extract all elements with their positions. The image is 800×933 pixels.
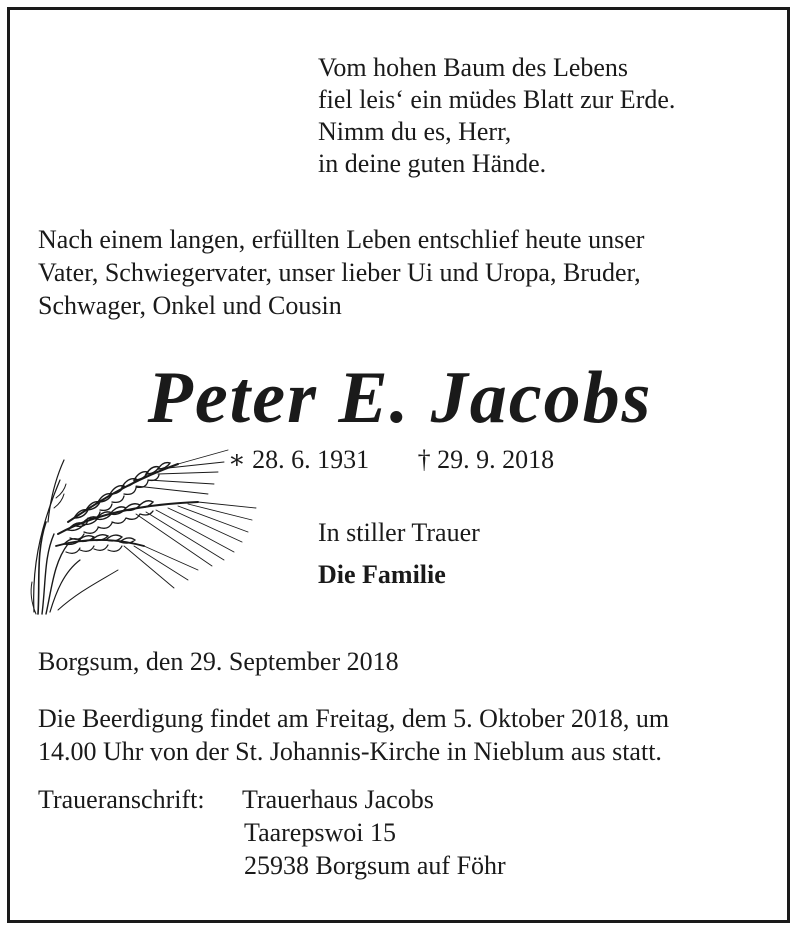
- funeral-line: 14.00 Uhr von der St. Johannis-Kirche in Nieblum aus statt.: [38, 737, 662, 766]
- family-signature: Die Familie: [318, 560, 446, 589]
- death-date: † 29. 9. 2018: [417, 445, 555, 474]
- mourning-address: [38, 783, 506, 882]
- intro-line: Schwager, Onkel und Cousin: [38, 291, 342, 320]
- address-row: [38, 783, 506, 816]
- address-line: 25938 Borgsum auf Föhr: [244, 851, 506, 880]
- life-dates: [228, 444, 554, 476]
- intro-line: Nach einem langen, erfüllten Leben entschlief heute unser: [38, 225, 645, 254]
- address-label: Traueranschrift:: [38, 785, 205, 814]
- verse-line: Nimm du es, Herr,: [318, 117, 512, 146]
- wheat-ears-icon: [28, 442, 260, 620]
- verse-line: in deine guten Hände.: [318, 149, 547, 178]
- funeral-line: Die Beerdigung findet am Freitag, dem 5. Oktober 2018, um: [38, 704, 670, 733]
- intro-text: [38, 223, 768, 322]
- mourning-block: [318, 512, 480, 596]
- place-and-date: Borgsum, den 29. September 2018: [38, 647, 399, 676]
- verse: [318, 52, 675, 180]
- address-line: Trauerhaus Jacobs: [242, 785, 434, 814]
- address-line: Taarepswoi 15: [244, 818, 396, 847]
- intro-line: Vater, Schwiegervater, unser lieber Ui und Uropa, Bruder,: [38, 258, 641, 287]
- deceased-name: Peter E. Jacobs: [147, 357, 653, 439]
- mourning-line: In stiller Trauer: [318, 518, 480, 547]
- verse-line: Vom hohen Baum des Lebens: [318, 53, 629, 82]
- funeral-info: [38, 702, 669, 768]
- verse-line: fiel leis‘ ein müdes Blatt zur Erde.: [318, 85, 676, 114]
- birth-date: ∗ 28. 6. 1931: [228, 445, 370, 474]
